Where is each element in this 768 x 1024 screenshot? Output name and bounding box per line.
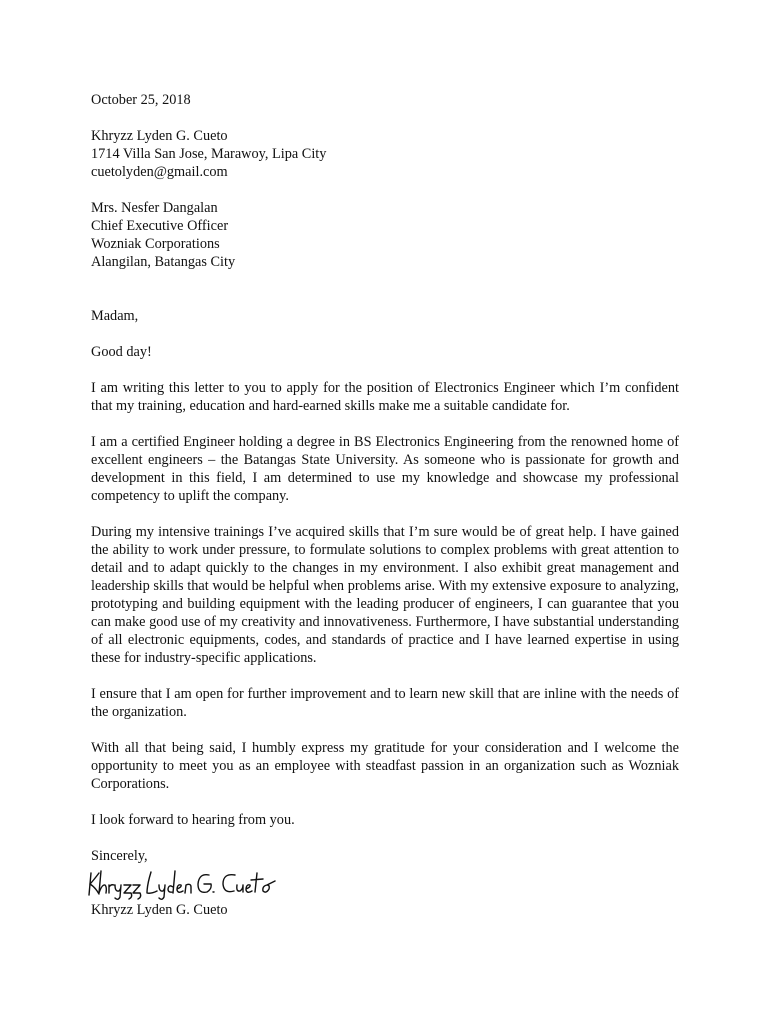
sender-name: Khryzz Lyden G. Cueto [91, 128, 228, 144]
recipient-block [91, 199, 679, 271]
body-paragraph: During my intensive trainings I’ve acquired skills that I’m sure would be of great help. I have gained the ability to work under pressure, to formulate solutions to complex problems with great attention to detail and to adapt quickly to the changes in my environment. I also exhibit great management and leadership skills that would be helpful when problems arise. With my extensive exposure to analyzing, prototyping and building equipment with the leading producer of engineers, I can guarantee that you can make good use of my creativity and innovativeness. Furthermore, I have substantial understanding of all electronic equipments, codes, and standards of practice and I have learned expertise in using these for industry-specific applications. [91, 524, 679, 666]
handwritten-signature [85, 867, 679, 901]
body-paragraph: I am a certified Engineer holding a degree in BS Electronics Engineering from the renowned home of excellent engineers – the Batangas State University. As someone who is passionate for growth and development in this field, I am determined to use my knowledge and showcase my professional competency to uplift the company. [91, 434, 679, 504]
recipient-title: Chief Executive Officer [91, 218, 229, 234]
signature-icon [85, 867, 285, 901]
body-paragraph: With all that being said, I humbly express my gratitude for your consideration and I welcome the opportunity to meet you as an employee with steadfast passion in an organization such as Wozniak Corporations. [91, 740, 679, 792]
recipient-company: Wozniak Corporations [91, 236, 220, 252]
cover-letter [91, 91, 679, 919]
signer-name: Khryzz Lyden G. Cueto [91, 902, 228, 918]
sender-address: 1714 Villa San Jose, Marawoy, Lipa City [91, 146, 327, 162]
greeting: Good day! [91, 344, 152, 360]
letter-date [91, 91, 679, 109]
sender-email: cuetolyden@gmail.com [91, 164, 228, 180]
signature-block [91, 901, 679, 919]
body-paragraph: I look forward to hearing from you. [91, 812, 295, 828]
closing: Sincerely, [91, 848, 148, 864]
body-paragraph: I ensure that I am open for further improvement and to learn new skill that are inline with the needs of the organization. [91, 686, 679, 720]
recipient-name: Mrs. Nesfer Dangalan [91, 200, 218, 216]
recipient-address: Alangilan, Batangas City [91, 254, 236, 270]
salutation: Madam, [91, 308, 139, 324]
date-text: October 25, 2018 [91, 92, 191, 108]
body-paragraph: I am writing this letter to you to apply for the position of Electronics Engineer which I’m confident that my training, education and hard-earned skills make me a suitable candidate for. [91, 380, 679, 414]
sender-block [91, 127, 679, 181]
